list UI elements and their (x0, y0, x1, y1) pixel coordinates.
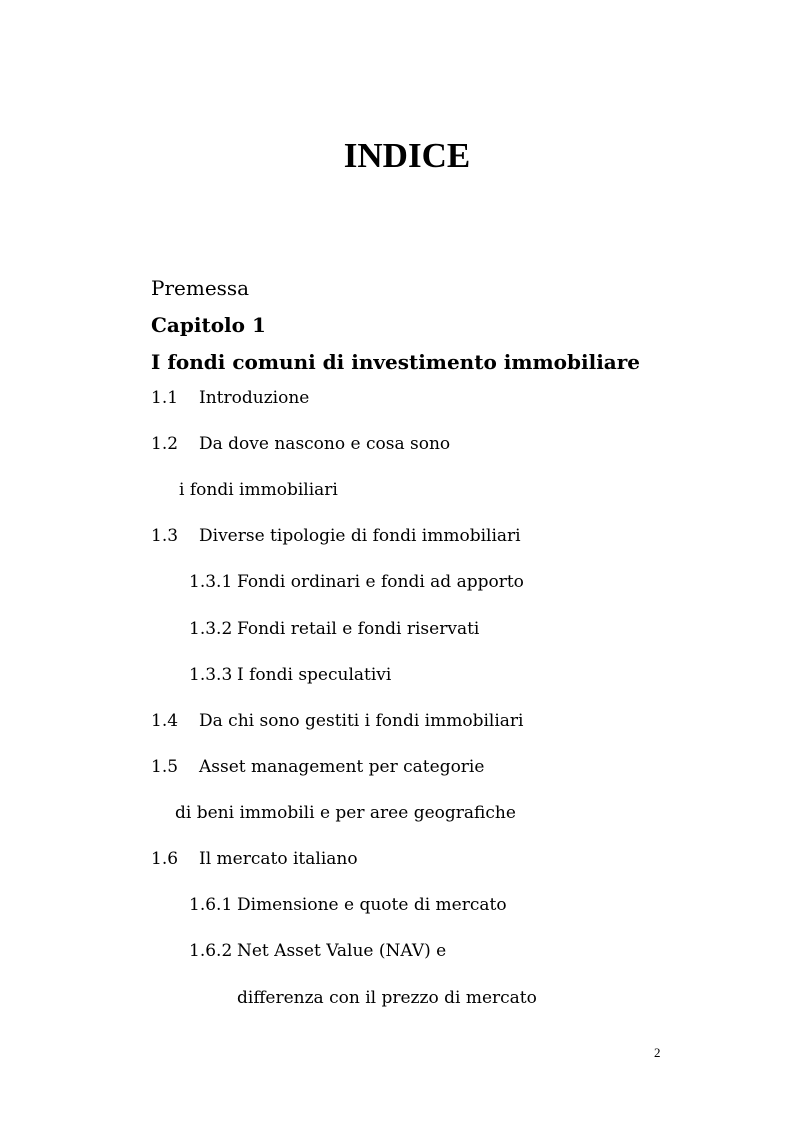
chapter-title: I fondi comuni di investimento immobiliare (151, 350, 641, 374)
chapter-label: Capitolo 1 (151, 313, 266, 337)
page-title: INDICE (343, 136, 471, 175)
toc-entry-text: Fondi ordinari e fondi ad apporto (237, 572, 524, 592)
toc-entry-text: Da chi sono gestiti i fondi immobiliari (199, 711, 524, 731)
toc-entry-number: 1.3.1 (189, 572, 233, 592)
toc-entry-continuation: i fondi immobiliari (179, 480, 338, 500)
toc-entry-number: 1.3.3 (189, 665, 233, 685)
toc-entry-text: Asset management per categorie (199, 757, 485, 777)
toc-entry-text: Il mercato italiano (199, 849, 358, 869)
toc-entry-continuation: differenza con il prezzo di mercato (237, 988, 537, 1008)
toc-entry-number: 1.3 (151, 526, 179, 546)
toc-entry-text: Dimensione e quote di mercato (237, 895, 507, 915)
toc-entry-number: 1.5 (151, 757, 179, 777)
toc-entry-number: 1.3.2 (189, 619, 233, 639)
toc-entry-number: 1.1 (151, 388, 179, 408)
toc-entry-text: Diverse tipologie di fondi immobiliari (199, 526, 521, 546)
toc-entry-number: 1.2 (151, 434, 179, 454)
toc-premessa: Premessa (151, 276, 250, 300)
toc-entry-number: 1.6.1 (189, 895, 233, 915)
toc-entry-number: 1.6 (151, 849, 179, 869)
toc-entry-number: 1.4 (151, 711, 179, 731)
toc-entry-number: 1.6.2 (189, 941, 233, 961)
toc-entry-text: Introduzione (199, 388, 310, 408)
toc-entry-text: I fondi speculativi (237, 665, 392, 685)
toc-entry-text: Fondi retail e fondi riservati (237, 619, 480, 639)
toc-entry-text: Net Asset Value (NAV) e (237, 941, 447, 961)
page-number: 2 (654, 1045, 661, 1060)
toc-entry-text: Da dove nascono e cosa sono (199, 434, 451, 454)
toc-entry-continuation: di beni immobili e per aree geografiche (175, 803, 516, 823)
